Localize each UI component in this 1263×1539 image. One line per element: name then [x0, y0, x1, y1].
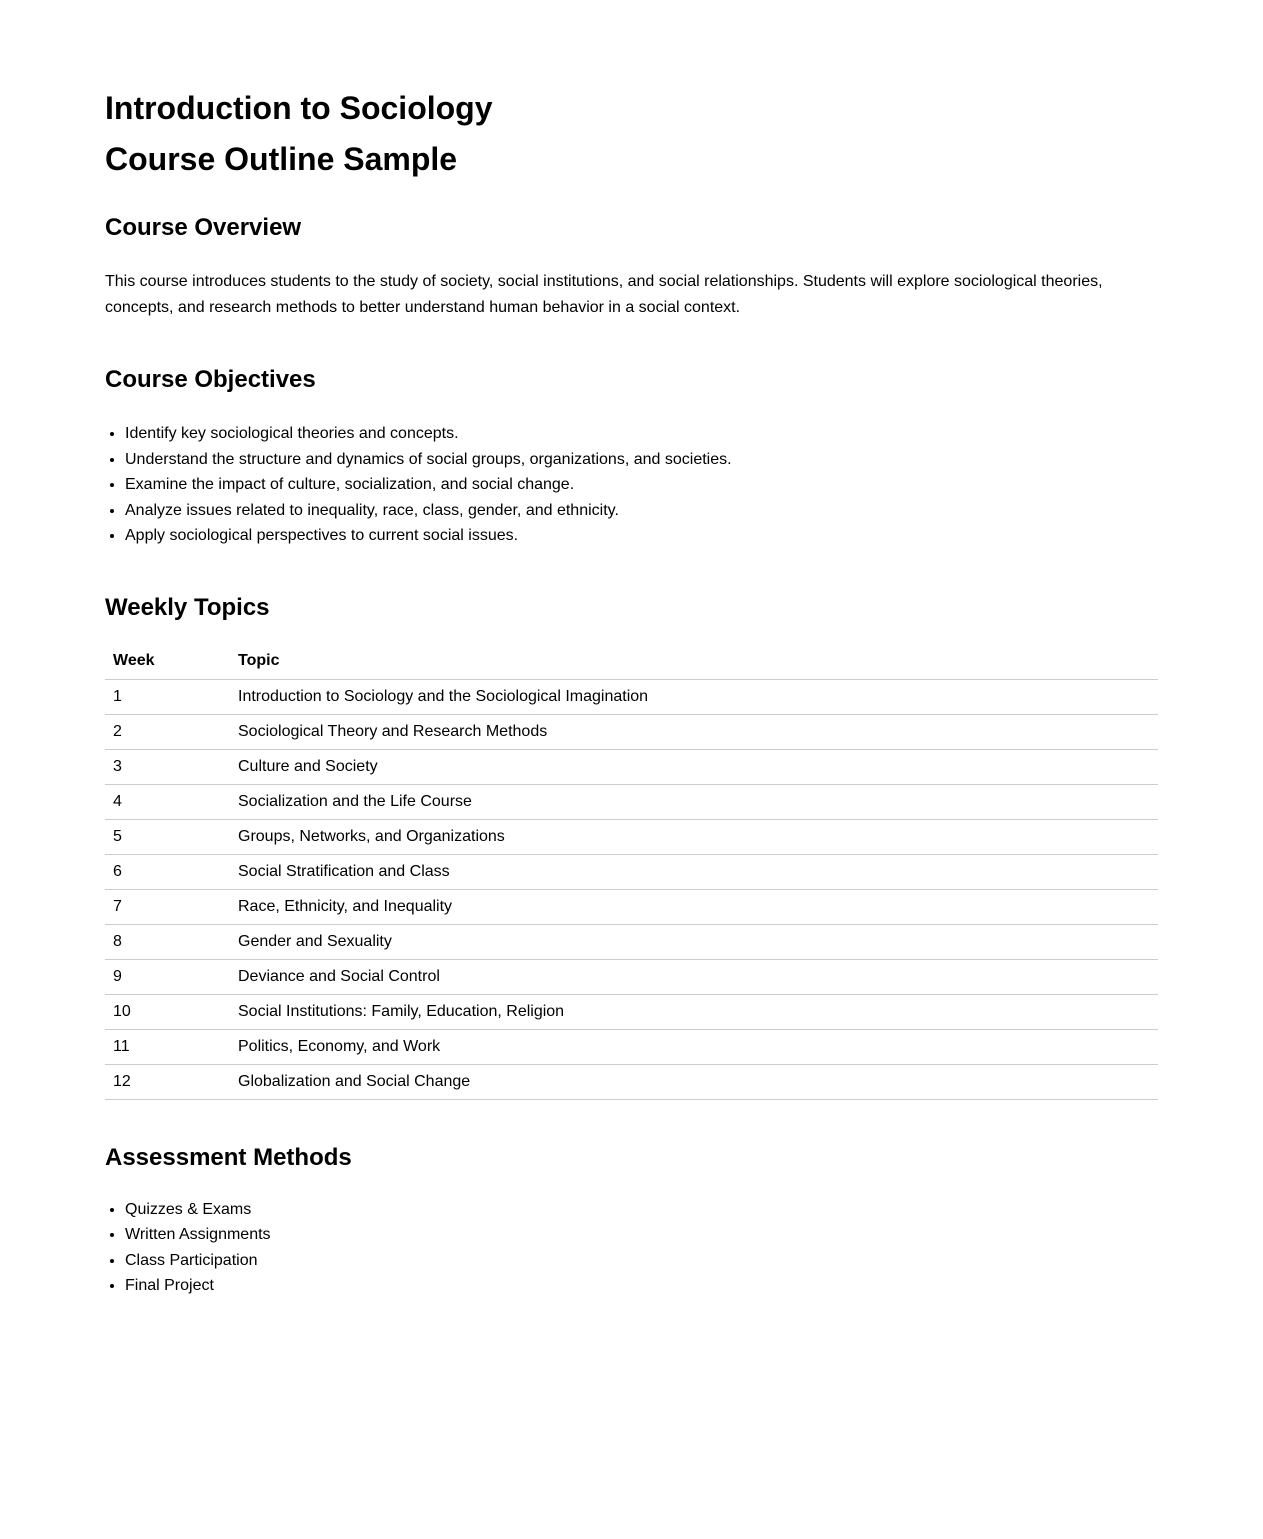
week-cell: 5: [105, 819, 230, 854]
document-page: [105, 0, 1158, 1539]
week-cell: 1: [105, 679, 230, 714]
objectives-list: [105, 421, 1158, 549]
page-title-line-1: Introduction to Sociology: [105, 90, 493, 126]
week-cell: 12: [105, 1064, 230, 1099]
course-overview-text: This course introduces students to the study of society, social institutions, and social relationships. Students will explore sociological theories, concepts, and research methods to better understand human behavior in a social context.: [105, 273, 1103, 316]
table-header-row: [105, 643, 1158, 680]
topic-cell: Globalization and Social Change: [230, 1064, 1158, 1099]
objective-item: • Identify key sociological theories and concepts.: [125, 421, 1158, 447]
table-row: [105, 994, 1158, 1029]
week-cell: 6: [105, 854, 230, 889]
table-row: [105, 1064, 1158, 1099]
course-overview-section: [105, 209, 1158, 321]
topic-cell: Social Institutions: Family, Education, Religion: [230, 994, 1158, 1029]
table-row: [105, 819, 1158, 854]
week-cell: 3: [105, 749, 230, 784]
column-header-week: Week: [105, 643, 230, 680]
week-cell: 2: [105, 714, 230, 749]
topic-cell: Socialization and the Life Course: [230, 784, 1158, 819]
assessment-item: • Written Assignments: [125, 1222, 1158, 1248]
table-row: [105, 854, 1158, 889]
topic-cell: Deviance and Social Control: [230, 959, 1158, 994]
table-row: [105, 1029, 1158, 1064]
objective-item: • Examine the impact of culture, socialization, and social change.: [125, 472, 1158, 498]
page-title: [105, 83, 1158, 185]
topic-cell: Politics, Economy, and Work: [230, 1029, 1158, 1064]
column-header-topic: Topic: [230, 643, 1158, 680]
topic-cell: Gender and Sexuality: [230, 924, 1158, 959]
table-row: [105, 714, 1158, 749]
course-objectives-section: [105, 361, 1158, 549]
course-overview-heading: Course Overview: [105, 214, 302, 241]
week-cell: 11: [105, 1029, 230, 1064]
table-row: [105, 784, 1158, 819]
topic-cell: Groups, Networks, and Organizations: [230, 819, 1158, 854]
week-cell: 9: [105, 959, 230, 994]
topic-cell: Social Stratification and Class: [230, 854, 1158, 889]
weekly-topics-section: [105, 589, 1158, 1100]
table-row: [105, 924, 1158, 959]
assessment-list: [105, 1197, 1158, 1299]
table-row: [105, 959, 1158, 994]
table-row: [105, 889, 1158, 924]
weekly-topics-heading: Weekly Topics: [105, 593, 270, 621]
week-cell: 7: [105, 889, 230, 924]
assessment-item: • Final Project: [125, 1273, 1158, 1299]
assessment-item: • Class Participation: [125, 1248, 1158, 1274]
table-row: [105, 749, 1158, 784]
topic-cell: Sociological Theory and Research Methods: [230, 714, 1158, 749]
course-objectives-heading: Course Objectives: [105, 366, 316, 393]
objective-item: • Analyze issues related to inequality, race, class, gender, and ethnicity.: [125, 498, 1158, 524]
week-cell: 10: [105, 994, 230, 1029]
topic-cell: Introduction to Sociology and the Sociological Imagination: [230, 679, 1158, 714]
assessment-methods-section: [105, 1139, 1158, 1299]
week-cell: 4: [105, 784, 230, 819]
assessment-methods-heading: Assessment Methods: [105, 1143, 352, 1171]
objective-item: • Understand the structure and dynamics of social groups, organizations, and societies.: [125, 447, 1158, 473]
topic-cell: Culture and Society: [230, 749, 1158, 784]
weekly-topics-table: [105, 643, 1158, 1100]
assessment-item: • Quizzes & Exams: [125, 1197, 1158, 1223]
table-row: [105, 679, 1158, 714]
week-cell: 8: [105, 924, 230, 959]
topic-cell: Race, Ethnicity, and Inequality: [230, 889, 1158, 924]
page-title-line-2: Course Outline Sample: [105, 141, 458, 177]
objective-item: • Apply sociological perspectives to current social issues.: [125, 523, 1158, 549]
